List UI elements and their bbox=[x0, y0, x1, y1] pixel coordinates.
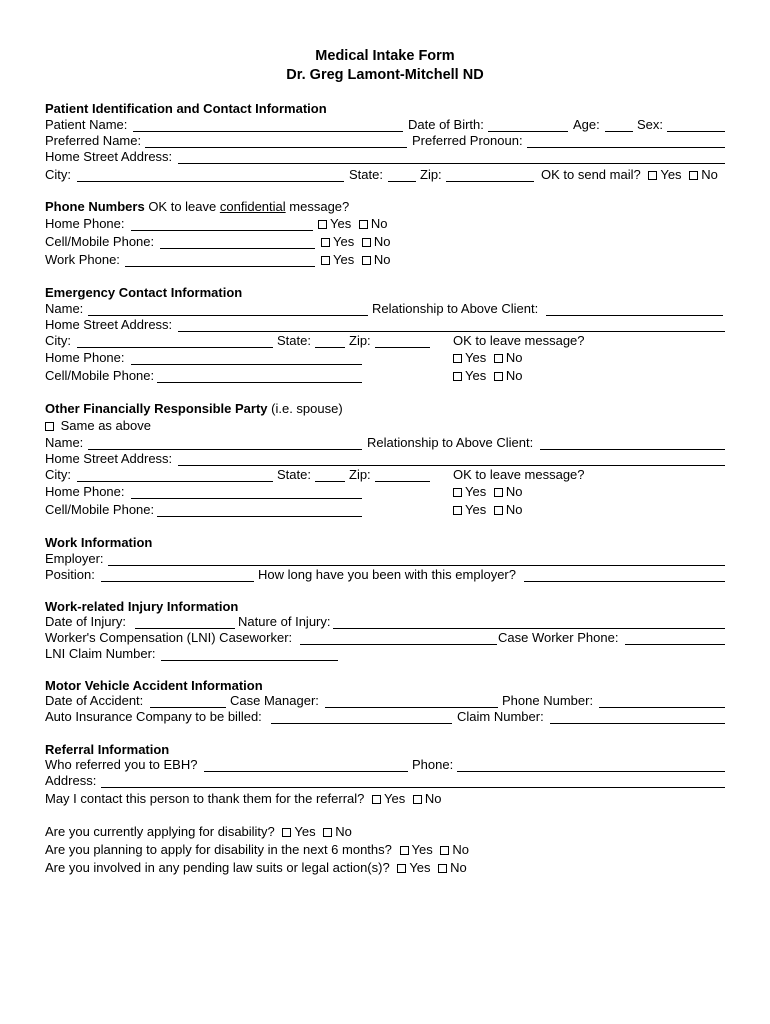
disability-q2-yes-checkbox[interactable] bbox=[400, 846, 409, 855]
cell-phone-yes-checkbox[interactable] bbox=[321, 238, 330, 247]
patient-name-field[interactable] bbox=[133, 131, 403, 132]
home-phone-ok bbox=[318, 216, 391, 232]
emergency-cell-label: Cell/Mobile Phone: bbox=[45, 368, 155, 383]
financial-name-label: Name: bbox=[45, 435, 84, 450]
no-label: No bbox=[505, 502, 523, 517]
howlong-field[interactable] bbox=[524, 581, 725, 582]
financial-city-field[interactable] bbox=[77, 481, 273, 482]
financial-name-field[interactable] bbox=[88, 449, 362, 450]
mva-phone-field[interactable] bbox=[599, 707, 725, 708]
phones-heading: Phone Numbers bbox=[45, 199, 145, 214]
financial-home-no-checkbox[interactable] bbox=[494, 488, 503, 497]
mail-yes-checkbox[interactable] bbox=[648, 171, 657, 180]
yes-label: Yes bbox=[660, 167, 682, 182]
disability-q2 bbox=[45, 842, 473, 858]
financial-heading: Other Financially Responsible Party bbox=[45, 401, 268, 416]
no-label: No bbox=[505, 368, 523, 383]
financial-cell-no-checkbox[interactable] bbox=[494, 506, 503, 515]
referral-phone-label: Phone: bbox=[412, 757, 454, 772]
financial-home-ok bbox=[453, 484, 526, 500]
cell-phone-label: Cell/Mobile Phone: bbox=[45, 234, 155, 249]
financial-zip-label: Zip: bbox=[349, 467, 371, 482]
howlong-label: How long have you been with this employer? bbox=[258, 567, 516, 582]
insurance-label: Auto Insurance Company to be billed: bbox=[45, 709, 262, 724]
financial-cell-yes-checkbox[interactable] bbox=[453, 506, 462, 515]
yes-label: Yes bbox=[409, 860, 431, 875]
cell-phone-field[interactable] bbox=[160, 248, 315, 249]
emergency-city-field[interactable] bbox=[77, 347, 273, 348]
zip-field[interactable] bbox=[446, 181, 534, 182]
financial-state-label: State: bbox=[277, 467, 311, 482]
yes-label: Yes bbox=[333, 252, 355, 267]
thank-question bbox=[45, 791, 445, 807]
pronoun-label: Preferred Pronoun: bbox=[412, 133, 523, 148]
emergency-home-yes-checkbox[interactable] bbox=[453, 354, 462, 363]
cell-phone-ok bbox=[321, 234, 394, 250]
financial-home-label: Home Phone: bbox=[45, 484, 125, 499]
city-label: City: bbox=[45, 167, 71, 182]
pronoun-field[interactable] bbox=[527, 147, 725, 148]
financial-home-yes-checkbox[interactable] bbox=[453, 488, 462, 497]
disability-q1-label: Are you currently applying for disability? bbox=[45, 824, 275, 839]
financial-relationship-label: Relationship to Above Client: bbox=[367, 435, 534, 450]
state-label: State: bbox=[349, 167, 383, 182]
home-phone-yes-checkbox[interactable] bbox=[318, 220, 327, 229]
work-phone-ok bbox=[321, 252, 394, 268]
no-label: No bbox=[424, 791, 442, 806]
emergency-name-label: Name: bbox=[45, 301, 84, 316]
sex-label: Sex: bbox=[637, 117, 664, 132]
yes-label: Yes bbox=[333, 234, 355, 249]
emergency-zip-field[interactable] bbox=[375, 347, 430, 348]
mva-date-field[interactable] bbox=[150, 707, 226, 708]
mva-claim-field[interactable] bbox=[550, 723, 725, 724]
emergency-cell-yes-checkbox[interactable] bbox=[453, 372, 462, 381]
no-label: No bbox=[505, 350, 523, 365]
financial-state-field[interactable] bbox=[315, 481, 345, 482]
lni-claim-label: LNI Claim Number: bbox=[45, 646, 156, 661]
yes-label: Yes bbox=[411, 842, 433, 857]
disability-q3-yes-checkbox[interactable] bbox=[397, 864, 406, 873]
no-label: No bbox=[373, 234, 391, 249]
same-as-above-checkbox[interactable] bbox=[45, 422, 54, 431]
emergency-cell-no-checkbox[interactable] bbox=[494, 372, 503, 381]
emergency-relationship-label: Relationship to Above Client: bbox=[372, 301, 539, 316]
no-label: No bbox=[450, 860, 467, 875]
referral-heading: Referral Information bbox=[45, 742, 170, 757]
mva-date-label: Date of Accident: bbox=[45, 693, 144, 708]
financial-cell-field[interactable] bbox=[157, 516, 362, 517]
employer-field[interactable] bbox=[108, 565, 725, 566]
emergency-name-field[interactable] bbox=[88, 315, 368, 316]
emergency-street-label: Home Street Address: bbox=[45, 317, 173, 332]
caseworker-label: Worker's Compensation (LNI) Caseworker: bbox=[45, 630, 293, 645]
financial-heading-note: (i.e. spouse) bbox=[271, 401, 343, 416]
phones-heading-pre: OK to leave bbox=[148, 199, 217, 214]
disability-q3-label: Are you involved in any pending law suits or legal action(s)? bbox=[45, 860, 390, 875]
referral-phone-field[interactable] bbox=[457, 771, 725, 772]
no-label: No bbox=[373, 252, 391, 267]
financial-relationship-field[interactable] bbox=[540, 449, 725, 450]
no-label: No bbox=[452, 842, 469, 857]
mva-phone-label: Phone Number: bbox=[502, 693, 594, 708]
no-label: No bbox=[505, 484, 523, 499]
cw-phone-field[interactable] bbox=[625, 644, 725, 645]
yes-label: Yes bbox=[465, 368, 487, 383]
dob-field[interactable] bbox=[488, 131, 568, 132]
position-label: Position: bbox=[45, 567, 95, 582]
emergency-cell-field[interactable] bbox=[157, 382, 362, 383]
form-title: Medical Intake Form bbox=[315, 48, 455, 64]
home-phone-label: Home Phone: bbox=[45, 216, 125, 231]
position-field[interactable] bbox=[101, 581, 254, 582]
emergency-cell-ok bbox=[453, 368, 526, 384]
case-manager-label: Case Manager: bbox=[230, 693, 319, 708]
disability-q2-no-checkbox[interactable] bbox=[440, 846, 449, 855]
yes-label: Yes bbox=[294, 824, 316, 839]
mva-claim-label: Claim Number: bbox=[457, 709, 544, 724]
financial-cell-label: Cell/Mobile Phone: bbox=[45, 502, 155, 517]
disability-q3 bbox=[45, 860, 471, 876]
home-phone-no-checkbox[interactable] bbox=[359, 220, 368, 229]
state-field[interactable] bbox=[388, 181, 416, 182]
work-phone-no-checkbox[interactable] bbox=[362, 256, 371, 265]
zip-label: Zip: bbox=[420, 167, 442, 182]
work-heading: Work Information bbox=[45, 535, 153, 550]
yes-label: Yes bbox=[465, 350, 487, 365]
same-as-above bbox=[45, 418, 155, 434]
cell-phone-no-checkbox[interactable] bbox=[362, 238, 371, 247]
street-label: Home Street Address: bbox=[45, 149, 173, 164]
emergency-state-field[interactable] bbox=[315, 347, 345, 348]
emergency-home-ok bbox=[453, 350, 526, 366]
yes-label: Yes bbox=[465, 502, 487, 517]
financial-cell-ok bbox=[453, 502, 526, 518]
phones-heading-emph: confidential bbox=[219, 199, 286, 214]
injury-heading: Work-related Injury Information bbox=[45, 599, 239, 614]
lni-claim-field[interactable] bbox=[161, 660, 338, 661]
city-field[interactable] bbox=[77, 181, 344, 182]
form-subtitle: Dr. Greg Lamont-Mitchell ND bbox=[286, 67, 484, 83]
dob-label: Date of Birth: bbox=[408, 117, 484, 132]
injury-nature-field[interactable] bbox=[333, 628, 725, 629]
yes-label: Yes bbox=[465, 484, 487, 499]
referral-address-label: Address: bbox=[45, 773, 97, 788]
thank-no-checkbox[interactable] bbox=[413, 795, 422, 804]
work-phone-label: Work Phone: bbox=[45, 252, 120, 267]
cw-phone-label: Case Worker Phone: bbox=[498, 630, 619, 645]
mail-no-checkbox[interactable] bbox=[689, 171, 698, 180]
emergency-state-label: State: bbox=[277, 333, 311, 348]
financial-zip-field[interactable] bbox=[375, 481, 430, 482]
employer-label: Employer: bbox=[45, 551, 104, 566]
emergency-heading: Emergency Contact Information bbox=[45, 285, 243, 300]
referral-address-field[interactable] bbox=[101, 787, 725, 788]
no-label: No bbox=[370, 216, 388, 231]
thank-label: May I contact this person to thank them for the referral? bbox=[45, 791, 365, 806]
sex-field[interactable] bbox=[667, 131, 725, 132]
emergency-zip-label: Zip: bbox=[349, 333, 371, 348]
injury-date-field[interactable] bbox=[135, 628, 235, 629]
referred-by-label: Who referred you to EBH? bbox=[45, 757, 198, 772]
age-field[interactable] bbox=[605, 131, 633, 132]
age-label: Age: bbox=[573, 117, 600, 132]
no-label: No bbox=[335, 824, 352, 839]
financial-street-label: Home Street Address: bbox=[45, 451, 173, 466]
disability-q1 bbox=[45, 824, 356, 840]
mva-heading: Motor Vehicle Accident Information bbox=[45, 678, 263, 693]
mail-question bbox=[541, 167, 722, 183]
financial-ok-msg-label: OK to leave message? bbox=[453, 467, 585, 482]
patient-heading: Patient Identification and Contact Information bbox=[45, 101, 327, 116]
disability-q1-yes-checkbox[interactable] bbox=[282, 828, 291, 837]
financial-street-field[interactable] bbox=[178, 465, 725, 466]
injury-date-label: Date of Injury: bbox=[45, 614, 126, 629]
preferred-name-label: Preferred Name: bbox=[45, 133, 142, 148]
patient-name-label: Patient Name: bbox=[45, 117, 128, 132]
yes-label: Yes bbox=[330, 216, 352, 231]
emergency-street-field[interactable] bbox=[178, 331, 725, 332]
work-phone-field[interactable] bbox=[125, 266, 315, 267]
emergency-home-field[interactable] bbox=[131, 364, 362, 365]
emergency-home-label: Home Phone: bbox=[45, 350, 125, 365]
work-phone-yes-checkbox[interactable] bbox=[321, 256, 330, 265]
financial-city-label: City: bbox=[45, 467, 71, 482]
same-as-above-label: Same as above bbox=[60, 418, 151, 433]
case-manager-field[interactable] bbox=[325, 707, 498, 708]
emergency-relationship-field[interactable] bbox=[546, 315, 723, 316]
home-phone-field[interactable] bbox=[131, 230, 313, 231]
insurance-field[interactable] bbox=[271, 723, 452, 724]
caseworker-field[interactable] bbox=[300, 644, 497, 645]
emergency-ok-msg-label: OK to leave message? bbox=[453, 333, 585, 348]
thank-yes-checkbox[interactable] bbox=[372, 795, 381, 804]
no-label: No bbox=[701, 167, 718, 182]
financial-home-field[interactable] bbox=[131, 498, 362, 499]
mail-label: OK to send mail? bbox=[541, 167, 641, 182]
emergency-home-no-checkbox[interactable] bbox=[494, 354, 503, 363]
financial-heading-line bbox=[45, 401, 343, 417]
disability-q2-label: Are you planning to apply for disability in the next 6 months? bbox=[45, 842, 392, 857]
preferred-name-field[interactable] bbox=[145, 147, 407, 148]
yes-label: Yes bbox=[384, 791, 406, 806]
injury-nature-label: Nature of Injury: bbox=[238, 614, 331, 629]
street-field[interactable] bbox=[178, 163, 725, 164]
referred-by-field[interactable] bbox=[204, 771, 408, 772]
disability-q3-no-checkbox[interactable] bbox=[438, 864, 447, 873]
emergency-city-label: City: bbox=[45, 333, 71, 348]
phones-heading-post: message? bbox=[289, 199, 350, 214]
phones-heading-line bbox=[45, 199, 349, 215]
disability-q1-no-checkbox[interactable] bbox=[323, 828, 332, 837]
